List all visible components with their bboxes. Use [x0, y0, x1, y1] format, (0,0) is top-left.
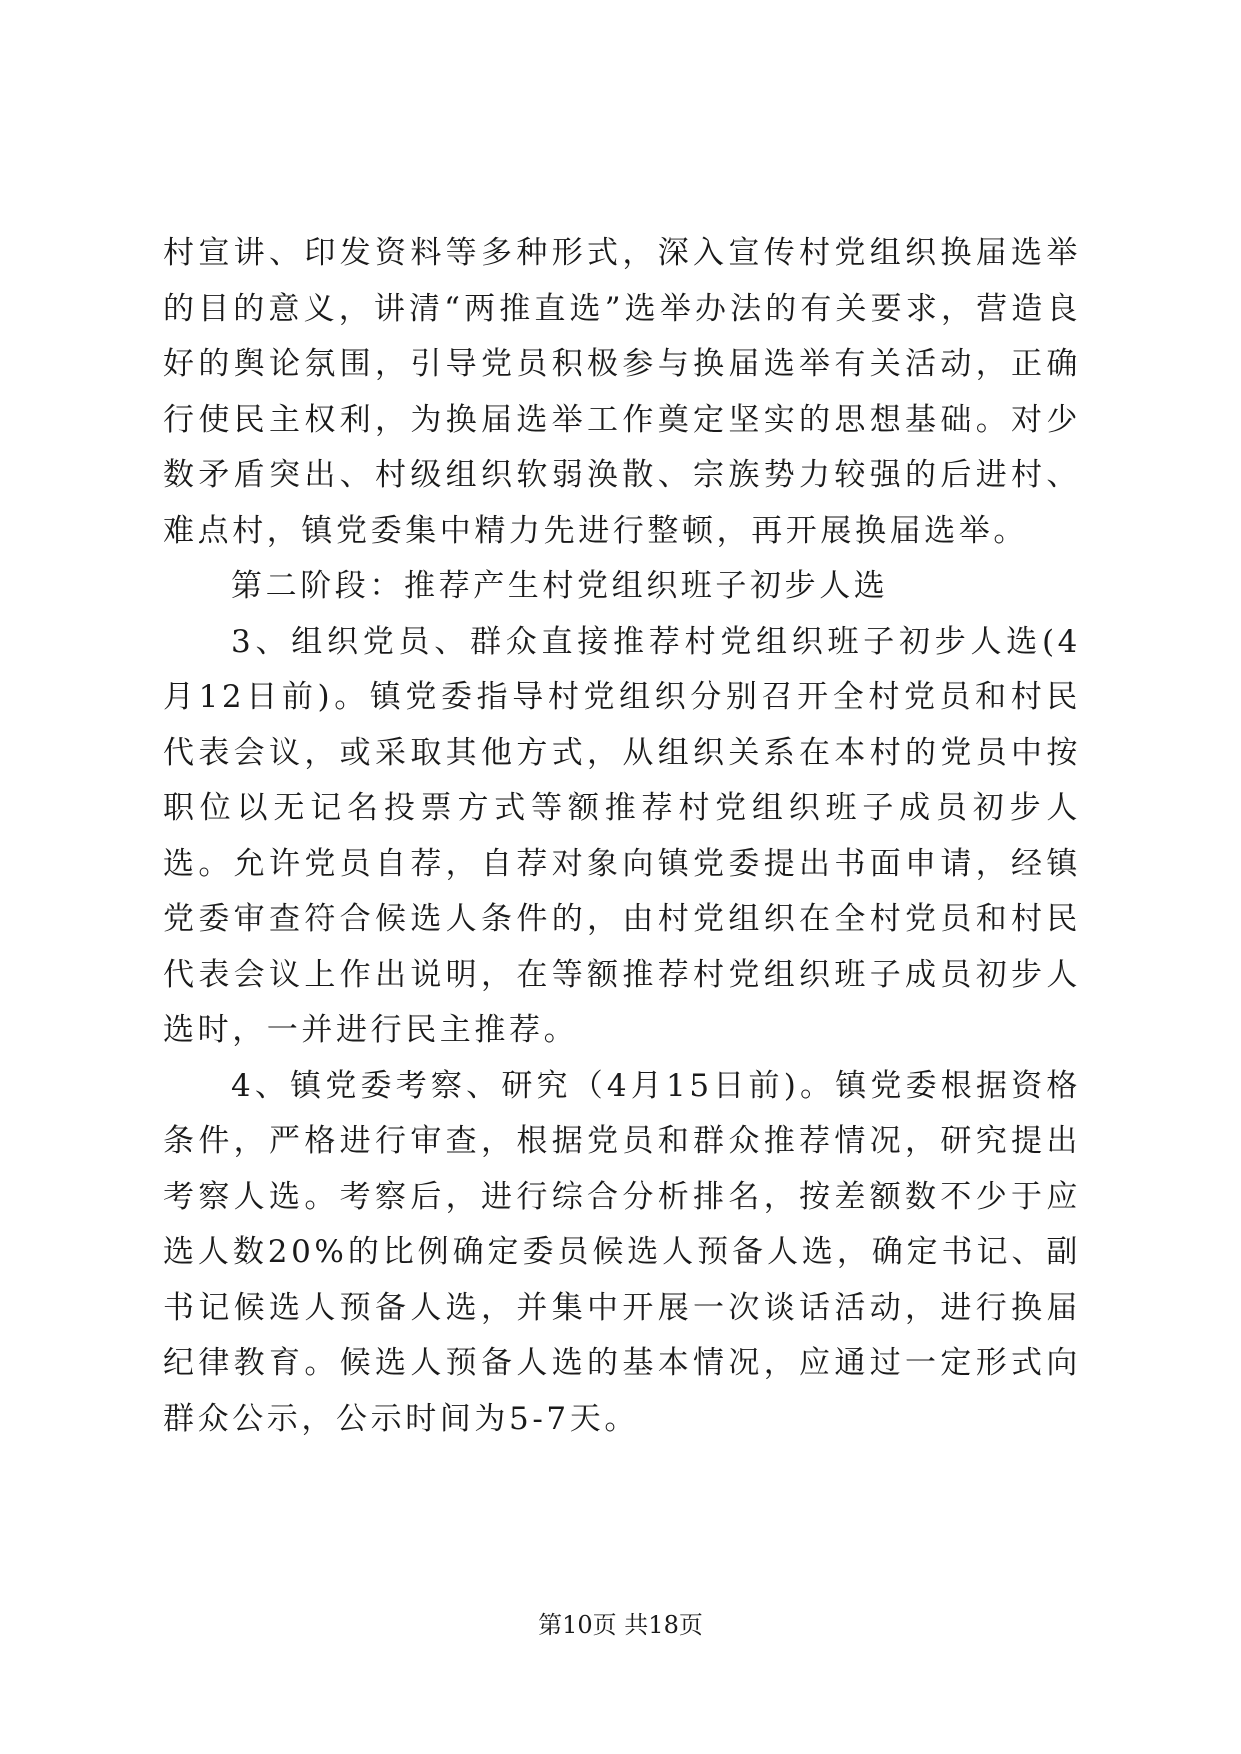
page-number: 第10页 共18页	[538, 1611, 703, 1639]
document-body	[163, 226, 1081, 1447]
paragraph-item-3: 3、组织党员、群众直接推荐村党组织班子初步人选(4月12日前)。镇党委指导村党组织分别召开全村党员和村民代表会议，或采取其他方式，从组织关系在本村的党员中按职位以无记名投票方式等额推荐村党组织班子成员初步人选。允许党员自荐，自荐对象向镇党委提出书面申请，经镇党委审查符合候选人条件的，由村党组织在全村党员和村民代表会议上作出说明，在等额推荐村党组织班子成员初步人选时，一并进行民主推荐。	[163, 623, 1081, 1048]
page-footer	[0, 1610, 1241, 1640]
paragraph-item-4: 4、镇党委考察、研究（4月15日前)。镇党委根据资格条件，严格进行审查，根据党员和群众推荐情况，研究提出考察人选。考察后，进行综合分析排名，按差额数不少于应选人数20%的比例确定委员候选人预备人选，确定书记、副书记候选人预备人选，并集中开展一次谈话活动，进行换届纪律教育。候选人预备人选的基本情况，应通过一定形式向群众公示，公示时间为5-7天。	[163, 1067, 1081, 1437]
paragraph-continuation: 村宣讲、印发资料等多种形式，深入宣传村党组织换届选举的目的意义，讲清“两推直选”选举办法的有关要求，营造良好的舆论氛围，引导党员积极参与换届选举有关活动，正确行使民主权利，为换届选举工作奠定坚实的思想基础。对少数矛盾突出、村级组织软弱涣散、宗族势力较强的后进村、难点村，镇党委集中精力先进行整顿，再开展换届选举。	[163, 235, 1081, 549]
section-heading-stage-two: 第二阶段：推荐产生村党组织班子初步人选	[231, 568, 889, 604]
